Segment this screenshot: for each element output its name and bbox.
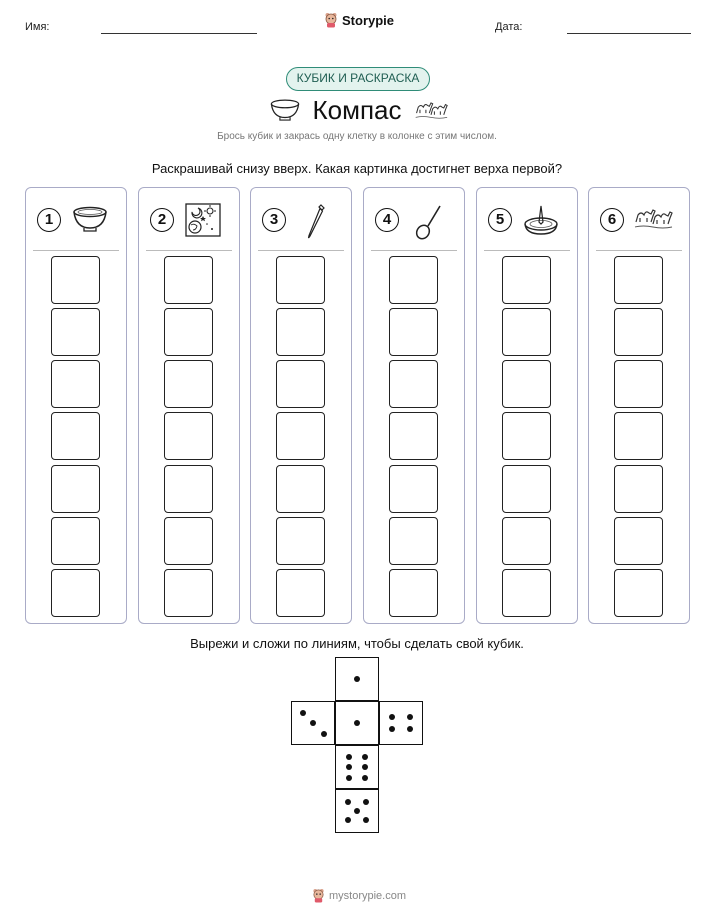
dice-face-1: [335, 701, 379, 745]
color-cell[interactable]: [164, 360, 213, 408]
dice-pip: [363, 799, 369, 805]
color-cell[interactable]: [51, 569, 100, 617]
column-number: 3: [262, 208, 286, 232]
dice-pip: [363, 817, 369, 823]
dice-instruction: Вырежи и сложи по линиям, чтобы сделать свой кубик.: [190, 636, 524, 651]
dice-pip: [345, 817, 351, 823]
color-cell[interactable]: [389, 569, 438, 617]
night-sky-globe-icon: [183, 202, 223, 238]
column-divider: [596, 250, 682, 251]
column-divider: [258, 250, 344, 251]
color-cell[interactable]: [614, 465, 663, 513]
dice-pip: [354, 720, 360, 726]
column-5: [476, 187, 578, 624]
color-cell[interactable]: [502, 360, 551, 408]
color-cell[interactable]: [389, 517, 438, 565]
color-cell[interactable]: [389, 308, 438, 356]
column-6: [588, 187, 690, 624]
dice-pip: [362, 754, 368, 760]
column-divider: [33, 250, 119, 251]
column-number: 1: [37, 208, 61, 232]
color-cell[interactable]: [614, 256, 663, 304]
color-cell[interactable]: [276, 569, 325, 617]
dice-pip: [300, 710, 306, 716]
color-cell[interactable]: [502, 412, 551, 460]
color-cell[interactable]: [164, 465, 213, 513]
color-cell[interactable]: [502, 569, 551, 617]
color-cell[interactable]: [51, 256, 100, 304]
activity-badge: КУБИК И РАСКРАСКА: [286, 67, 430, 91]
dice-pip: [345, 799, 351, 805]
color-cell[interactable]: [389, 465, 438, 513]
color-cell[interactable]: [164, 308, 213, 356]
storypie-logo-icon: [312, 888, 325, 903]
color-cell[interactable]: [502, 465, 551, 513]
dropper-icon: [295, 202, 335, 238]
dice-face-6: [335, 745, 379, 789]
dice-pip: [407, 714, 413, 720]
subtitle: Брось кубик и закрась одну клетку в колонке с этим числом.: [217, 131, 497, 142]
name-line: [101, 33, 257, 34]
color-cell[interactable]: [502, 308, 551, 356]
dice-face-1: [335, 657, 379, 701]
dice-pip: [389, 714, 395, 720]
color-cell[interactable]: [614, 360, 663, 408]
footer-url[interactable]: mystorypie.com: [329, 889, 407, 902]
name-label: Имя:: [25, 21, 50, 33]
dice-pip: [362, 764, 368, 770]
color-cell[interactable]: [502, 256, 551, 304]
dice-pip: [389, 726, 395, 732]
dice-pip: [346, 764, 352, 770]
color-cell[interactable]: [276, 308, 325, 356]
column-2: [138, 187, 240, 624]
column-number: 5: [488, 208, 512, 232]
brand-name: Storypie: [342, 12, 395, 28]
color-cell[interactable]: [51, 517, 100, 565]
column-divider: [146, 250, 232, 251]
page-title: Компас: [312, 95, 402, 125]
color-cell[interactable]: [614, 308, 663, 356]
color-cell[interactable]: [51, 360, 100, 408]
column-number: 2: [150, 208, 174, 232]
storypie-logo-icon: [324, 12, 338, 28]
color-cell[interactable]: [276, 256, 325, 304]
dice-pip: [346, 754, 352, 760]
camels-icon: [633, 202, 673, 238]
color-cell[interactable]: [276, 360, 325, 408]
coloring-instruction: Раскрашивай снизу вверх. Какая картинка достигнет верха первой?: [151, 161, 563, 176]
dice-pip: [354, 676, 360, 682]
column-3: [250, 187, 352, 624]
dice-face-5: [335, 789, 379, 833]
column-number: 4: [375, 208, 399, 232]
color-cell[interactable]: [389, 256, 438, 304]
color-cell[interactable]: [51, 412, 100, 460]
color-cell[interactable]: [276, 412, 325, 460]
color-cell[interactable]: [164, 412, 213, 460]
brand-logo: [324, 12, 394, 28]
color-cell[interactable]: [389, 412, 438, 460]
color-cell[interactable]: [164, 517, 213, 565]
footer: [312, 888, 406, 903]
color-cell[interactable]: [276, 465, 325, 513]
column-number: 6: [600, 208, 624, 232]
color-cell[interactable]: [389, 360, 438, 408]
color-cell[interactable]: [51, 308, 100, 356]
dice-pip: [346, 775, 352, 781]
dice-pip: [354, 808, 360, 814]
color-cell[interactable]: [276, 517, 325, 565]
dice-pip: [310, 720, 316, 726]
spoon-icon: [408, 202, 448, 238]
color-cell[interactable]: [614, 569, 663, 617]
column-divider: [484, 250, 570, 251]
color-cell[interactable]: [164, 569, 213, 617]
column-divider: [371, 250, 457, 251]
date-line: [567, 33, 691, 34]
column-4: [363, 187, 465, 624]
color-cell[interactable]: [502, 517, 551, 565]
dice-pip: [321, 731, 327, 737]
dice-face-4: [379, 701, 423, 745]
bowl-icon: [70, 202, 110, 238]
dice-pip: [407, 726, 413, 732]
color-cell[interactable]: [614, 517, 663, 565]
camels-icon: [414, 96, 448, 120]
dice-pip: [362, 775, 368, 781]
color-cell[interactable]: [614, 412, 663, 460]
dice-face-3: [291, 701, 335, 745]
date-label: Дата:: [495, 21, 523, 33]
color-cell[interactable]: [164, 256, 213, 304]
color-cell[interactable]: [51, 465, 100, 513]
compass-icon: [521, 202, 561, 238]
column-1: [25, 187, 127, 624]
